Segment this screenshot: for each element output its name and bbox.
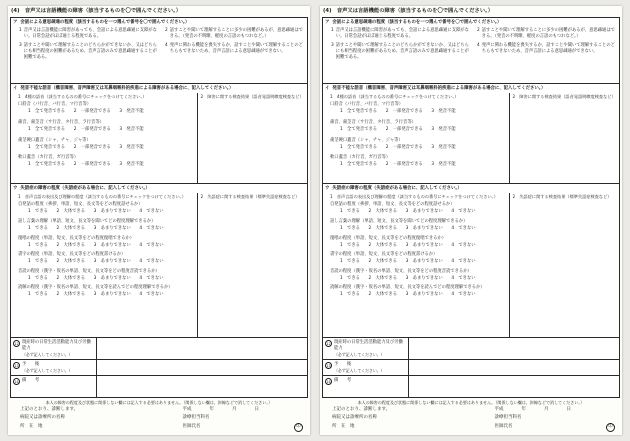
circled-number: 13 — [14, 363, 19, 368]
conversation-option-2 — [165, 28, 303, 40]
phoneme-row-palatal — [330, 138, 507, 151]
aphasia-options: 1 できる 2 大体できる 3 あまりできない 4 できない — [28, 209, 164, 215]
section-c-marker: ウ — [13, 185, 18, 191]
option-number: 1 — [19, 28, 22, 34]
aphasia-row-writing — [18, 252, 195, 265]
doctor-name-row — [494, 423, 615, 432]
aphasia-label: 読解の程度（漢字・仮名の単語、短文、長文等を読んでどの程度理解できるか） — [18, 285, 173, 291]
row-blank-area — [97, 376, 307, 397]
row-label: 現症時の日常生活活動能力及び労働能力 — [334, 339, 403, 351]
option-text: 発声に関わる機能を喪失するか、話すことや聞いて理解することのどちらもできないため、音声言語による意思疎通ができない。 — [169, 42, 303, 54]
aphasia-options: 1 できる 2 大体できる 3 あまりできない 4 できない — [340, 209, 476, 215]
section-b-heading-text: 発音不能な語音（構音障害、音声障害又は耳鼻咽喉科的疾患による障害がある場合に、記入してください。） — [332, 85, 546, 91]
address-label: 所 在 地 — [20, 424, 43, 430]
row-remarks — [323, 376, 619, 397]
aphasia-label: 話し言葉の理解（単語、短文、長文等を聞いてどの程度理解できるか） — [330, 218, 468, 224]
phoneme-options: 1 全て発音できる 2 一部発音できる 3 発音不能 — [340, 126, 456, 132]
section-c-columns — [11, 193, 307, 337]
phoneme-row-labial — [18, 102, 195, 115]
phoneme-label: 口唇音（パ行音、バ行音、マ行音等） — [18, 102, 92, 108]
phoneme-options: 1 全て発音できる 2 一部発音できる 3 発音不能 — [28, 144, 144, 150]
row-label: 予 後 — [334, 361, 352, 367]
pronunciation-test-heading: 2 障害に関する検査結果（語音発語明瞭度検査など） — [200, 94, 304, 100]
aphasia-checklist-column — [323, 193, 509, 337]
conversation-option-1 — [19, 28, 157, 40]
phoneme-row-velar — [330, 155, 507, 168]
section-conversation-level — [323, 18, 619, 84]
aphasia-options: 1 できる 2 大体できる 3 あまりできない 4 できない — [28, 225, 164, 231]
phoneme-checklist-heading: 1 4種の語音（該当するものの番号にチェックをつけてください。） — [18, 94, 147, 100]
aphasia-options: 1 できる 2 大体できる 3 あまりできない 4 できない — [340, 225, 476, 231]
conversation-option-4 — [477, 43, 615, 61]
seal-mark: 印 — [294, 423, 303, 432]
aphasia-checklist-heading: 1 音声言語の表出及び理解の程度（該当するものの番号にチェックをつけてください。） — [330, 194, 498, 200]
hospital-name-label: 病院又は診療所の名称 — [332, 415, 377, 421]
form-body — [10, 17, 308, 398]
aphasia-options: 1 できる 2 大体できる 3 あまりできない 4 できない — [340, 259, 476, 265]
aphasia-label: 音読の程度（漢字・仮名の単語、短文、長文等をどの程度音読できるか） — [330, 268, 472, 274]
section-b-heading-text: 発音不能な語音（構音障害、音声障害又は耳鼻咽喉科的疾患による障害がある場合に、記入してください。） — [20, 85, 234, 91]
phoneme-label: 軟口蓋音（カ行音、ガ行音等） — [18, 155, 79, 161]
section-a-heading-text: 会話による意思疎通の程度（該当するものを一つ選んで番号を〇で囲んでください。） — [332, 19, 502, 25]
diagnosis-form-page — [8, 6, 310, 435]
row-label-text — [22, 340, 94, 358]
phoneme-label: 歯茎硬口蓋音（シャ、チャ、ジャ等） — [18, 137, 91, 143]
circled-number: 14 — [14, 379, 19, 384]
doctor-name-label: 医師氏名 — [182, 424, 201, 430]
row-blank-area — [409, 338, 619, 359]
aphasia-row-spontaneous-speech — [330, 202, 507, 215]
phoneme-label: 歯音、歯茎音（サ行音、タ行音、ラ行音等） — [330, 119, 416, 125]
aphasia-checklist-heading: 1 音声言語の表出及び理解の程度（該当するものの番号にチェックをつけてください。） — [18, 194, 186, 200]
option-text: 話すことや聞いて理解することのどちらかができないか、又はどちらにも相当程度の困難があるため、音声言語のみで意思疎通することが困難である。 — [23, 42, 157, 60]
pronunciation-test-result-column — [197, 93, 307, 183]
seal-mark: 印 — [606, 423, 615, 432]
option-number: 4 — [165, 42, 168, 48]
phoneme-label: 軟口蓋音（カ行音、ガ行音等） — [330, 155, 391, 161]
phoneme-options: 1 全て発音できる 2 一部発音できる 3 発音不能 — [28, 162, 144, 168]
row-label: 備 考 — [334, 377, 352, 383]
phoneme-checklist-column — [323, 93, 509, 183]
conversation-option-3 — [19, 43, 157, 61]
aphasia-options: 1 できる 2 大体できる 3 あまりできない 4 できない — [340, 292, 476, 298]
row-blank-area — [97, 360, 307, 375]
phoneme-checklist-column — [11, 93, 197, 183]
aphasia-options: 1 できる 2 大体できる 3 あまりできない 4 できない — [340, 242, 476, 248]
phoneme-options: 1 全て発音できる 2 一部発音できる 3 発音不能 — [340, 144, 456, 150]
form-page-right — [320, 6, 622, 435]
row-label-text — [22, 378, 39, 384]
option-number: 1 — [331, 28, 334, 34]
option-text: 話すことや聞いて理解することに多少の困難があるが、意思疎通はできる。（発音の不明瞭、軽度の言語のもつれなど。） — [481, 28, 615, 40]
department-label: 診療担当科名 — [182, 415, 210, 421]
signature-block — [10, 406, 308, 434]
doctor-name-label: 医師氏名 — [494, 424, 513, 430]
phoneme-options: 1 全て発音できる 2 一部発音できる 3 発音不能 — [340, 109, 456, 115]
section-a-options — [11, 27, 307, 63]
aphasia-label: 自発話の程度（挨拶、単語、短文、長文等をどの程度話せるか） — [18, 202, 143, 208]
aphasia-row-repetition — [18, 236, 195, 249]
section-pronunciation — [11, 84, 307, 184]
option-number: 2 — [165, 28, 168, 34]
row-label: 現症時の日常生活活動能力及び労働能力 — [22, 339, 91, 351]
row-label: 備 考 — [22, 377, 40, 383]
aphasia-row-reading-comprehension — [330, 285, 507, 298]
row-label-text — [334, 340, 406, 358]
doctor-name-row — [182, 423, 303, 432]
section-c-heading-text: 失語症の障害の程度（失語症がある場合に、記入してください。） — [20, 185, 150, 191]
row-blank-area — [409, 360, 619, 375]
aphasia-label: 書字の程度（単語、短文、長文等をどの程度書けるか） — [18, 252, 126, 258]
row-label-text — [22, 362, 73, 373]
phoneme-label: 歯茎硬口蓋音（シャ、チャ、ジャ等） — [330, 137, 403, 143]
phoneme-label: 歯音、歯茎音（サ行音、タ行音、ラ行音等） — [18, 119, 104, 125]
aphasia-label: 読解の程度（漢字・仮名の単語、短文、長文等を読んでどの程度理解できるか） — [330, 285, 485, 291]
section-a-heading-text: 会話による意思疎通の程度（該当するものを一つ選んで番号を〇で囲んでください。） — [20, 19, 190, 25]
phoneme-row-labial — [330, 102, 507, 115]
row-note: （必ず記入してください。） — [22, 351, 73, 357]
section-a-heading — [323, 18, 619, 27]
aphasia-row-spontaneous-speech — [18, 202, 195, 215]
section-c-heading-text: 失語症の障害の程度（失語症がある場合に、記入してください。） — [332, 185, 462, 191]
option-number: 3 — [331, 42, 334, 48]
row-blank-area — [97, 338, 307, 359]
conversation-option-1 — [331, 28, 469, 40]
bottom-entry-rows — [11, 338, 307, 397]
section-aphasia — [11, 184, 307, 338]
form-body — [322, 17, 620, 398]
aphasia-test-result-column — [509, 193, 619, 337]
row-label-text — [334, 378, 351, 384]
phoneme-checklist-heading: 1 4種の語音（該当するものの番号にチェックをつけてください。） — [330, 94, 459, 100]
option-text: 話すことや聞いて理解することに多少の困難があるが、意思疎通はできる。（発音の不明瞭、軽度の言語のもつれなど。） — [169, 28, 303, 40]
circled-number: 14 — [326, 379, 331, 384]
bottom-entry-rows — [323, 338, 619, 397]
row-daily-activity-ability — [11, 338, 307, 360]
diagnosis-date: 平成 年 月 日 — [182, 407, 259, 413]
hospital-name-label: 病院又は診療所の名称 — [20, 415, 65, 421]
row-label-cell — [11, 376, 97, 397]
section-b-heading — [323, 84, 619, 93]
aphasia-row-listening — [330, 219, 507, 232]
aphasia-row-repetition — [330, 236, 507, 249]
section-a-marker: ア — [13, 19, 18, 25]
section-aphasia — [323, 184, 619, 338]
circled-number: 12 — [326, 341, 331, 346]
form-title: (4) 音声又は言語機能の障害（該当するものを〇で囲んでください。） — [11, 8, 182, 14]
row-remarks — [11, 376, 307, 397]
option-text: 音声又は言語機能に障害があっても、会話による意思疎通に支障がない。日常会話がほぼ通じる程度である。 — [335, 28, 469, 40]
diagnosis-declaration: 上記のとおり、診断します。 — [20, 407, 79, 413]
phoneme-row-velar — [18, 155, 195, 168]
option-number: 3 — [19, 42, 22, 48]
pronunciation-test-result-column — [509, 93, 619, 183]
diagnosis-declaration: 上記のとおり、診断します。 — [332, 407, 391, 413]
option-text: 発声に関わる機能を喪失するか、話すことや聞いて理解することのどちらもできないため、音声言語による意思疎通ができない。 — [481, 42, 615, 54]
row-prognosis — [323, 360, 619, 376]
aphasia-label: 復唱の程度（単語、短文、長文等をどの程度復唱できるか） — [330, 235, 447, 241]
section-b-columns — [323, 93, 619, 183]
section-b-marker: イ — [325, 85, 330, 91]
form-title: (4) 音声又は言語機能の障害（該当するものを〇で囲んでください。） — [323, 8, 494, 14]
phoneme-row-palatal — [18, 138, 195, 151]
row-blank-area — [409, 376, 619, 397]
section-c-heading — [323, 184, 619, 193]
aphasia-options: 1 できる 2 大体できる 3 あまりできない 4 できない — [28, 242, 164, 248]
section-b-heading — [11, 84, 307, 93]
row-note: （必ず記入してください。） — [334, 367, 385, 373]
address-label: 所 在 地 — [332, 424, 355, 430]
option-number: 2 — [477, 28, 480, 34]
section-conversation-level — [11, 18, 307, 84]
row-note: （必ず記入してください。） — [334, 351, 385, 357]
section-b-marker: イ — [13, 85, 18, 91]
row-label-cell — [323, 376, 409, 397]
section-c-columns — [323, 193, 619, 337]
section-c-marker: ウ — [325, 185, 330, 191]
pronunciation-test-heading: 2 障害に関する検査結果（語音発語明瞭度検査など） — [512, 94, 616, 100]
aphasia-checklist-column — [11, 193, 197, 337]
phoneme-row-dental — [330, 120, 507, 133]
diagnosis-form-page — [320, 6, 622, 435]
aphasia-row-reading-aloud — [18, 269, 195, 282]
section-c-heading — [11, 184, 307, 193]
department-label: 診療担当科名 — [494, 415, 522, 421]
aphasia-test-heading: 2 失語症に関する検査結果（標準失語症検査など） — [512, 194, 612, 200]
aphasia-label: 自発話の程度（挨拶、単語、短文、長文等をどの程度話せるか） — [330, 202, 455, 208]
footnote: 本人の障害の程度及び状態に関係しない欄には記入する必要はありません。（関係しない欄は、斜線などで消してください。） — [357, 399, 585, 405]
conversation-option-3 — [331, 43, 469, 61]
phoneme-options: 1 全て発音できる 2 一部発音できる 3 発音不能 — [340, 162, 456, 168]
aphasia-options: 1 できる 2 大体できる 3 あまりできない 4 できない — [28, 259, 164, 265]
aphasia-test-result-column — [197, 193, 307, 337]
row-note: （必ず記入してください。） — [22, 367, 73, 373]
phoneme-label: 口唇音（パ行音、バ行音、マ行音等） — [330, 102, 404, 108]
aphasia-label: 復唱の程度（単語、短文、長文等をどの程度復唱できるか） — [18, 235, 135, 241]
aphasia-row-reading-aloud — [330, 269, 507, 282]
signature-block — [322, 406, 620, 434]
aphasia-options: 1 できる 2 大体できる 3 あまりできない 4 できない — [340, 275, 476, 281]
phoneme-options: 1 全て発音できる 2 一部発音できる 3 発音不能 — [28, 126, 144, 132]
section-pronunciation — [323, 84, 619, 184]
aphasia-label: 音読の程度（漢字・仮名の単語、短文、長文等をどの程度音読できるか） — [18, 268, 160, 274]
aphasia-row-writing — [330, 252, 507, 265]
row-label-text — [334, 362, 385, 373]
aphasia-label: 書字の程度（単語、短文、長文等をどの程度書けるか） — [330, 252, 438, 258]
aphasia-row-reading-comprehension — [18, 285, 195, 298]
row-label-cell — [323, 338, 409, 359]
footnote: 本人の障害の程度及び状態に関係しない欄には記入する必要はありません。（関係しない欄は、斜線などで消してください。） — [45, 399, 273, 405]
row-prognosis — [11, 360, 307, 376]
circled-number: 13 — [326, 363, 331, 368]
aphasia-options: 1 できる 2 大体できる 3 あまりできない 4 できない — [28, 292, 164, 298]
option-number: 4 — [477, 42, 480, 48]
form-page-left — [8, 6, 310, 435]
conversation-option-2 — [477, 28, 615, 40]
section-b-columns — [11, 93, 307, 183]
row-daily-activity-ability — [323, 338, 619, 360]
section-a-options — [323, 27, 619, 63]
aphasia-test-heading: 2 失語症に関する検査結果（標準失語症検査など） — [200, 194, 300, 200]
phoneme-row-dental — [18, 120, 195, 133]
row-label-cell — [11, 360, 97, 375]
option-text: 話すことや聞いて理解することのどちらかができないか、又はどちらにも相当程度の困難があるため、音声言語のみで意思疎通することが困難である。 — [335, 42, 469, 60]
section-a-marker: ア — [325, 19, 330, 25]
diagnosis-date: 平成 年 月 日 — [494, 407, 571, 413]
aphasia-label: 話し言葉の理解（単語、短文、長文等を聞いてどの程度理解できるか） — [18, 218, 156, 224]
section-a-heading — [11, 18, 307, 27]
circled-number: 12 — [14, 341, 19, 346]
row-label: 予 後 — [22, 361, 40, 367]
option-text: 音声又は言語機能に障害があっても、会話による意思疎通に支障がない。日常会話がほぼ通じる程度である。 — [23, 28, 157, 40]
phoneme-options: 1 全て発音できる 2 一部発音できる 3 発音不能 — [28, 109, 144, 115]
aphasia-row-listening — [18, 219, 195, 232]
row-label-cell — [323, 360, 409, 375]
conversation-option-4 — [165, 43, 303, 61]
aphasia-options: 1 できる 2 大体できる 3 あまりできない 4 できない — [28, 275, 164, 281]
row-label-cell — [11, 338, 97, 359]
